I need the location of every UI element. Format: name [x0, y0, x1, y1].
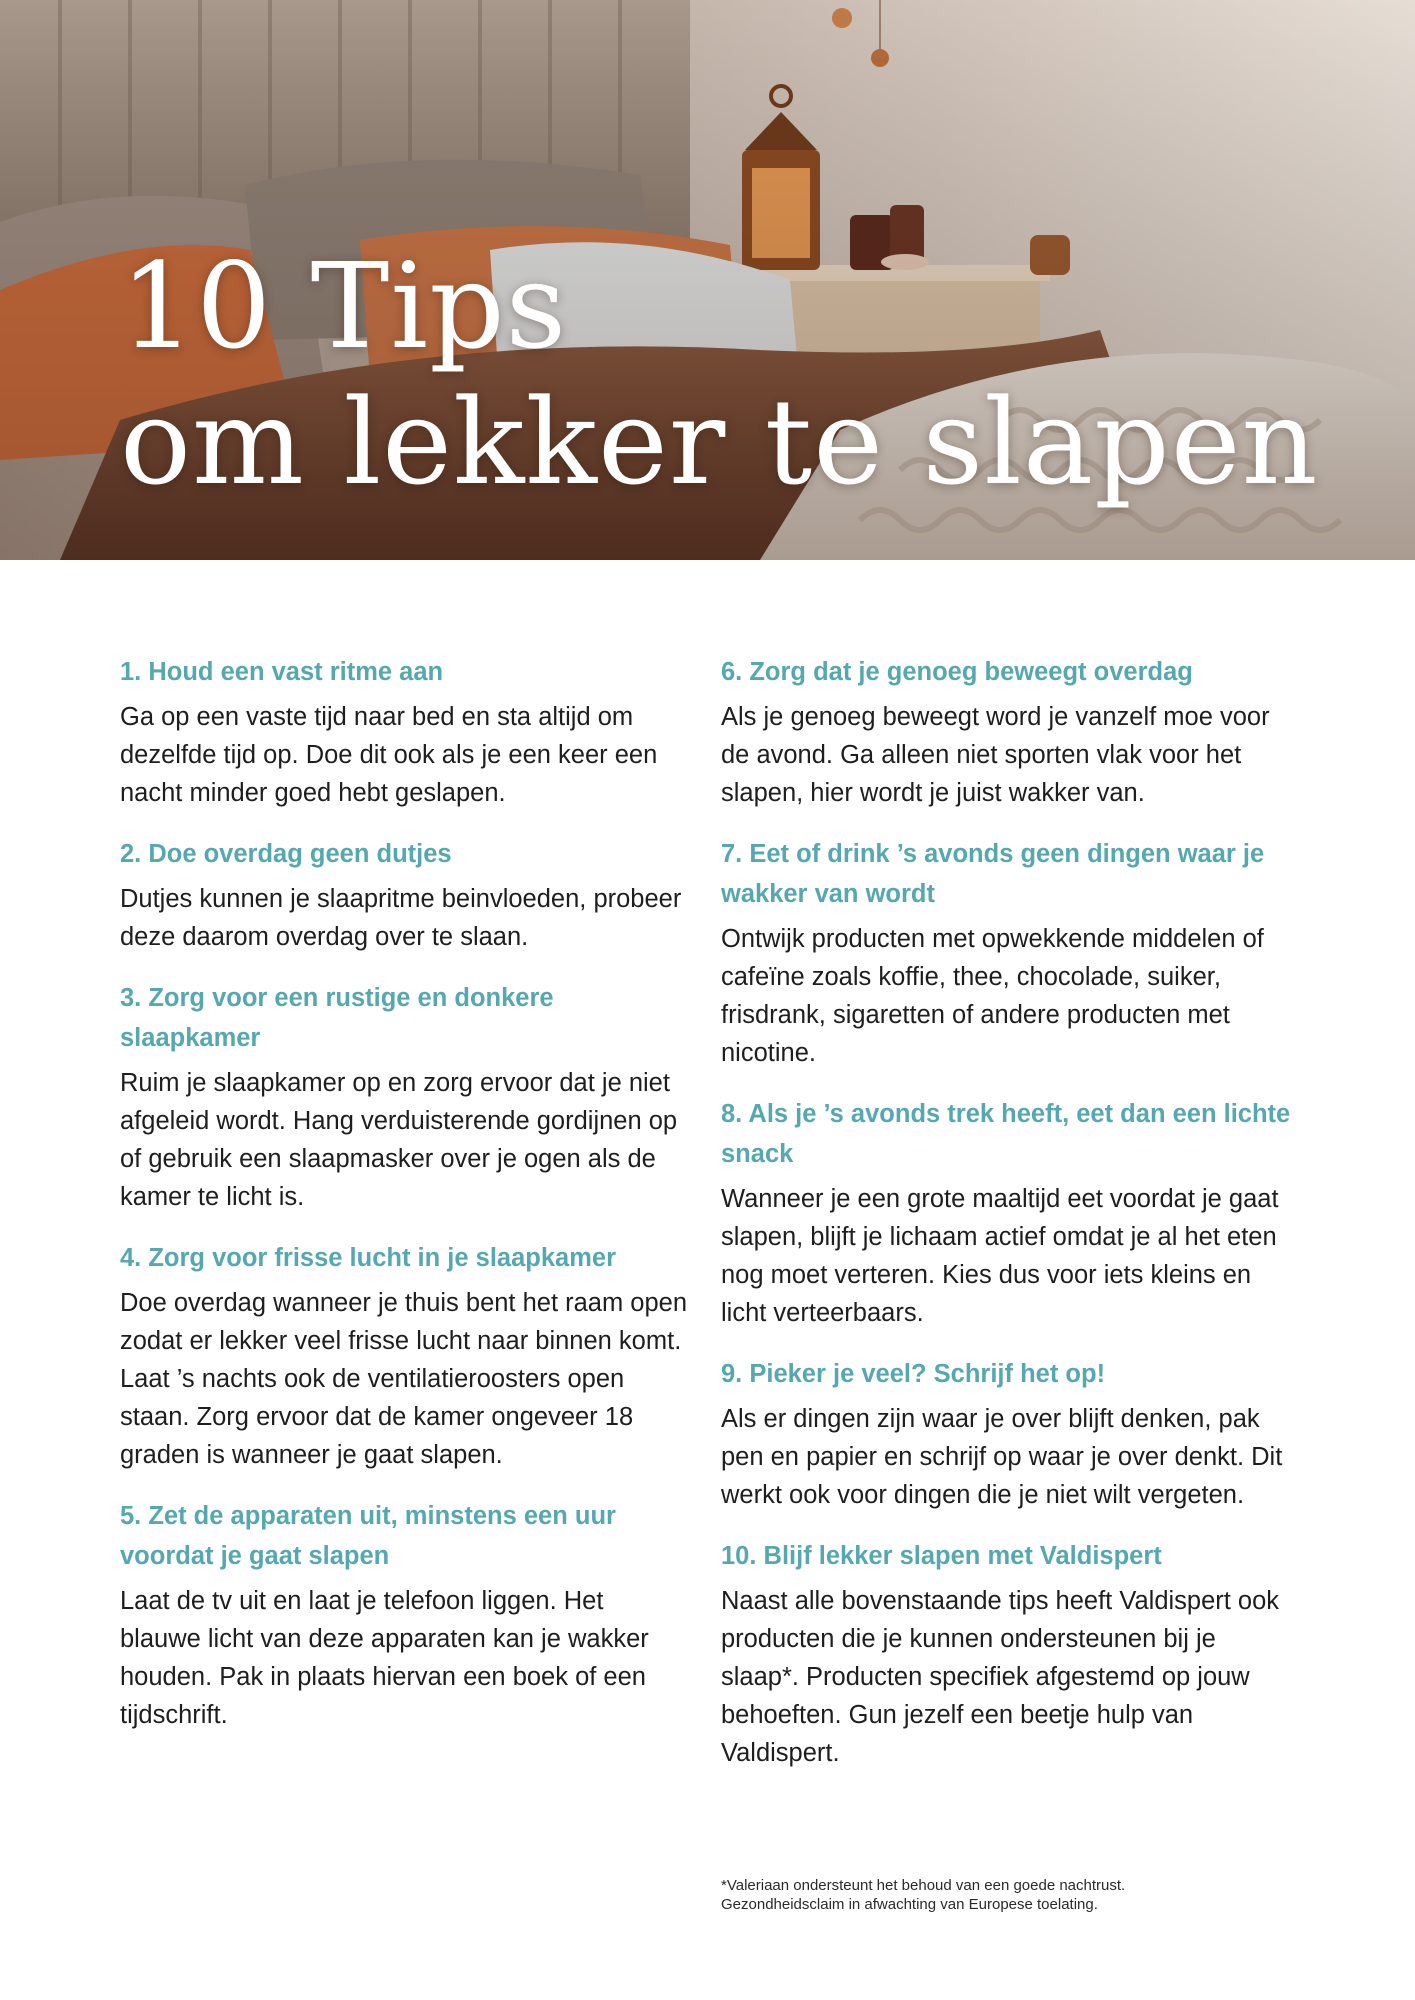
tip-body: Naast alle bovenstaande tips heeft Valdispert ook producten die je kunnen ondersteunen bij je slaap*. Producten specifiek afgestemd op jouw behoeften. Gun jezelf een beetje hulp van Valdispert. [721, 1587, 1280, 1767]
tip-5 [120, 1496, 690, 1734]
tip-1 [120, 652, 690, 812]
tip-heading: 2. Doe overdag geen dutjes [120, 840, 452, 868]
tip-heading: 3. Zorg voor een rustige en donkere slaapkamer [120, 984, 554, 1052]
tip-6 [721, 652, 1296, 812]
tip-heading: 1. Houd een vast ritme aan [120, 658, 444, 686]
tip-body: Ga op een vaste tijd naar bed en sta altijd om dezelfde tijd op. Doe dit ook als je een keer een nacht minder goed hebt geslapen. [120, 703, 658, 807]
tip-9 [721, 1354, 1296, 1514]
tip-2 [120, 834, 690, 956]
title-line-1: 10 Tips [120, 237, 568, 375]
page-title [120, 238, 1319, 510]
footnote-line-1: *Valeriaan ondersteunt het behoud van een goede nachtrust. [721, 1877, 1126, 1894]
tip-heading: 9. Pieker je veel? Schrijf het op! [721, 1360, 1106, 1388]
tip-body: Als je genoeg beweegt word je vanzelf moe voor de avond. Ga alleen niet sporten vlak voor het slapen, hier wordt je juist wakker van. [721, 703, 1270, 807]
tip-body: Laat de tv uit en laat je telefoon liggen. Het blauwe licht van deze apparaten kan je wakker houden. Pak in plaats hiervan een boek of een tijdschrift. [120, 1587, 649, 1729]
tip-body: Doe overdag wanneer je thuis bent het raam open zodat er lekker veel frisse lucht naar binnen komt. Laat ’s nachts ook de ventilatieroosters open staan. Zorg ervoor dat de kamer ongeveer 18 graden is wanneer je gaat slapen. [120, 1289, 688, 1469]
tips-column-right [721, 652, 1296, 1794]
tip-body: Dutjes kunnen je slaapritme beinvloeden, probeer deze daarom overdag over te slaan. [120, 885, 682, 951]
tip-heading: 6. Zorg dat je genoeg beweegt overdag [721, 658, 1193, 686]
tip-8 [721, 1094, 1296, 1332]
tip-heading: 7. Eet of drink ’s avonds geen dingen waar je wakker van wordt [721, 840, 1265, 908]
tip-heading: 10. Blijf lekker slapen met Valdispert [721, 1542, 1162, 1570]
tip-body: Ruim je slaapkamer op en zorg ervoor dat je niet afgeleid wordt. Hang verduisterende gordijnen op of gebruik een slaapmasker over je ogen als de kamer te licht is. [120, 1069, 678, 1211]
tip-heading: 8. Als je ’s avonds trek heeft, eet dan een lichte snack [721, 1100, 1291, 1168]
hero-banner [0, 0, 1415, 560]
tip-4 [120, 1238, 690, 1474]
footnote [721, 1876, 1281, 1914]
tip-10 [721, 1536, 1296, 1772]
tip-3 [120, 978, 690, 1216]
tip-body: Ontwijk producten met opwekkende middelen of cafeïne zoals koffie, thee, chocolade, suiker, frisdrank, sigaretten of andere producten met nicotine. [721, 925, 1264, 1067]
tip-heading: 5. Zet de apparaten uit, minstens een uur voordat je gaat slapen [120, 1502, 616, 1570]
tip-7 [721, 834, 1296, 1072]
tip-body: Wanneer je een grote maaltijd eet voordat je gaat slapen, blijft je lichaam actief omdat je al het eten nog moet verteren. Kies dus voor iets kleins en licht verteerbaars. [721, 1185, 1279, 1327]
tip-body: Als er dingen zijn waar je over blijft denken, pak pen en papier en schrijf op waar je over denkt. Dit werkt ook voor dingen die je niet wilt vergeten. [721, 1405, 1283, 1509]
title-line-2: om lekker te slapen [120, 373, 1319, 511]
tips-column-left [120, 652, 690, 1756]
footnote-line-2: Gezondheidsclaim in afwachting van Europese toelating. [721, 1896, 1098, 1913]
tip-heading: 4. Zorg voor frisse lucht in je slaapkamer [120, 1244, 617, 1272]
